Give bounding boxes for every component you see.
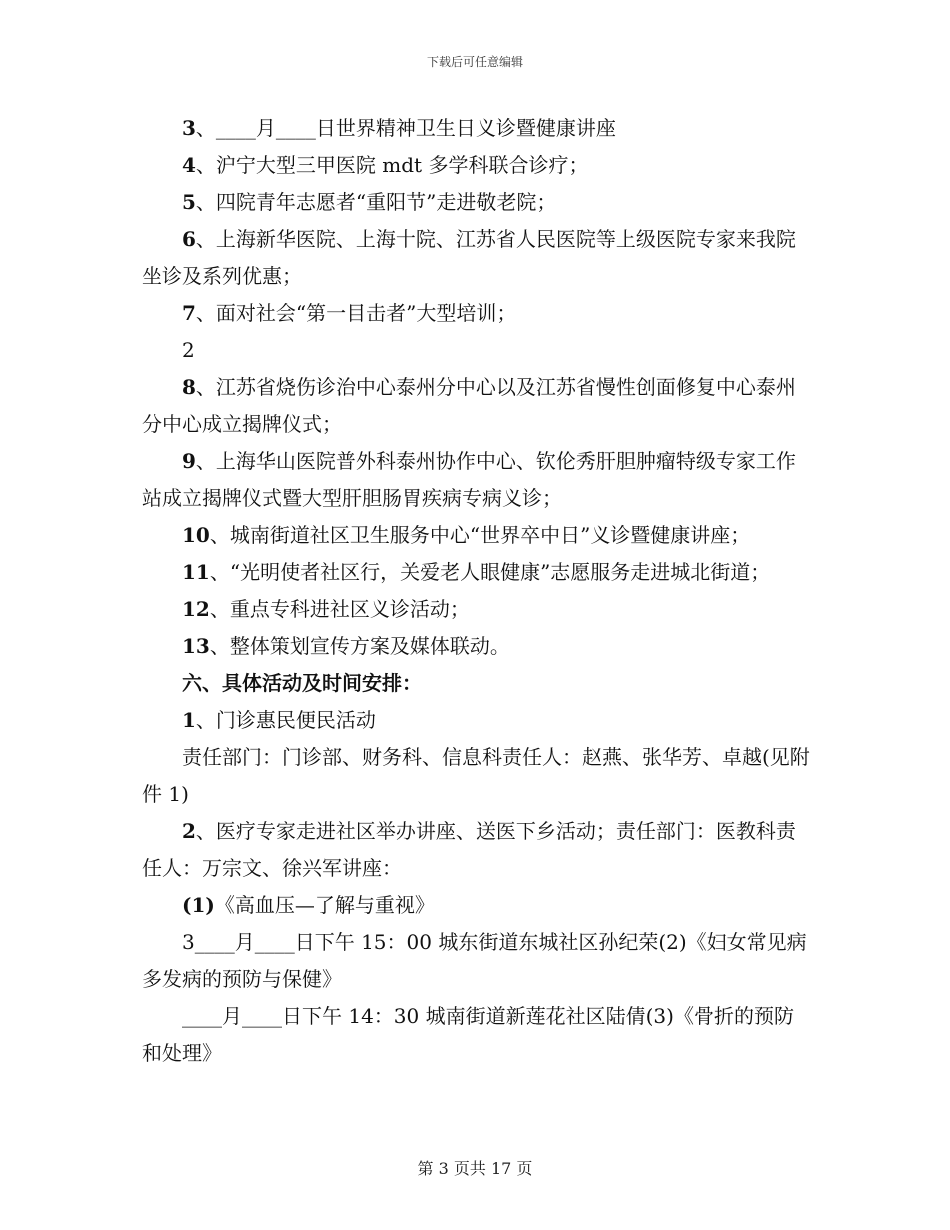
item-text: 、面对社会“第一目击者”大型培训； (195, 301, 517, 325)
item-text: 2 (182, 338, 195, 362)
item-text: 、医疗专家走进社区举办讲座、送医下乡活动；责任部门：医教科责任人：万宗文、徐兴军讲座： (142, 819, 796, 880)
list-item (142, 517, 810, 554)
list-item (142, 628, 810, 665)
item-number: 7 (182, 301, 196, 325)
item-text: 责任部门：门诊部、财务科、信息科责任人：赵燕、张华芳、卓越(见附件 1) (142, 745, 810, 806)
item-text: ____月____日下午 14：30 城南街道新莲花社区陆倩(3)《骨折的预防和处理》 (142, 1004, 794, 1065)
item-number: 10 (182, 523, 210, 547)
item-text: 、沪宁大型三甲医院 mdt 多学科联合诊疗； (195, 153, 589, 177)
list-item (142, 369, 810, 443)
item-text: 、上海新华医院、上海十院、江苏省人民医院等上级医院专家来我院坐诊及系列优惠； (142, 227, 796, 288)
activity-item (142, 887, 810, 924)
list-item (142, 443, 810, 517)
item-number: 8 (182, 375, 196, 399)
item-text: 、上海华山医院普外科泰州协作中心、钦伦秀肝胆肿瘤特级专家工作站成立揭牌仪式暨大型肝胆肠胃疾病专病义诊； (142, 449, 796, 510)
activity-item (142, 702, 810, 739)
item-text: 、“光明使者社区行，关爱老人眼健康”志愿服务走进城北街道； (209, 560, 771, 584)
list-item (142, 295, 810, 332)
item-text: 、整体策划宣传方案及媒体联动。 (209, 634, 510, 658)
item-number: 12 (182, 597, 210, 621)
list-item (142, 591, 810, 628)
item-text: 3____月____日下午 15：00 城东街道东城社区孙纪荣(2)《妇女常见病多发病的预防与保健》 (142, 930, 807, 991)
item-number: (1) (182, 893, 215, 917)
item-number: 11 (182, 560, 210, 584)
list-item (142, 184, 810, 221)
list-item (142, 221, 810, 295)
item-number: 9 (182, 449, 196, 473)
item-number: 2 (182, 819, 196, 843)
list-item (142, 554, 810, 591)
list-item (142, 110, 810, 147)
document-body (142, 110, 810, 1072)
section-heading: 六、具体活动及时间安排： (182, 671, 422, 695)
activity-item (142, 739, 810, 813)
item-number: 6 (182, 227, 196, 251)
item-text: 、门诊惠民便民活动 (195, 708, 376, 732)
item-text: 、四院青年志愿者“重阳节”走进敬老院； (195, 190, 557, 214)
item-number: 13 (182, 634, 210, 658)
item-number: 4 (182, 153, 196, 177)
item-text: 、____月____日世界精神卫生日义诊暨健康讲座 (195, 116, 616, 140)
item-number: 3 (182, 116, 196, 140)
item-text: 《高血压—了解与重视》 (214, 893, 435, 917)
activity-item (142, 998, 810, 1072)
item-number: 5 (182, 190, 196, 214)
item-text: 、江苏省烧伤诊治中心泰州分中心以及江苏省慢性创面修复中心泰州分中心成立揭牌仪式； (142, 375, 796, 436)
item-text: 、重点专科进社区义诊活动； (209, 597, 470, 621)
list-item (142, 147, 810, 184)
activity-item (142, 813, 810, 887)
item-text: 、城南街道社区卫生服务中心“世界卒中日”义诊暨健康讲座； (209, 523, 751, 547)
page-footer: 第 3 页共 17 页 (417, 1159, 533, 1178)
activity-item (142, 924, 810, 998)
item-number: 1 (182, 708, 196, 732)
page-header: 下载后可任意编辑 (426, 55, 523, 69)
page-number-marker (142, 332, 810, 369)
